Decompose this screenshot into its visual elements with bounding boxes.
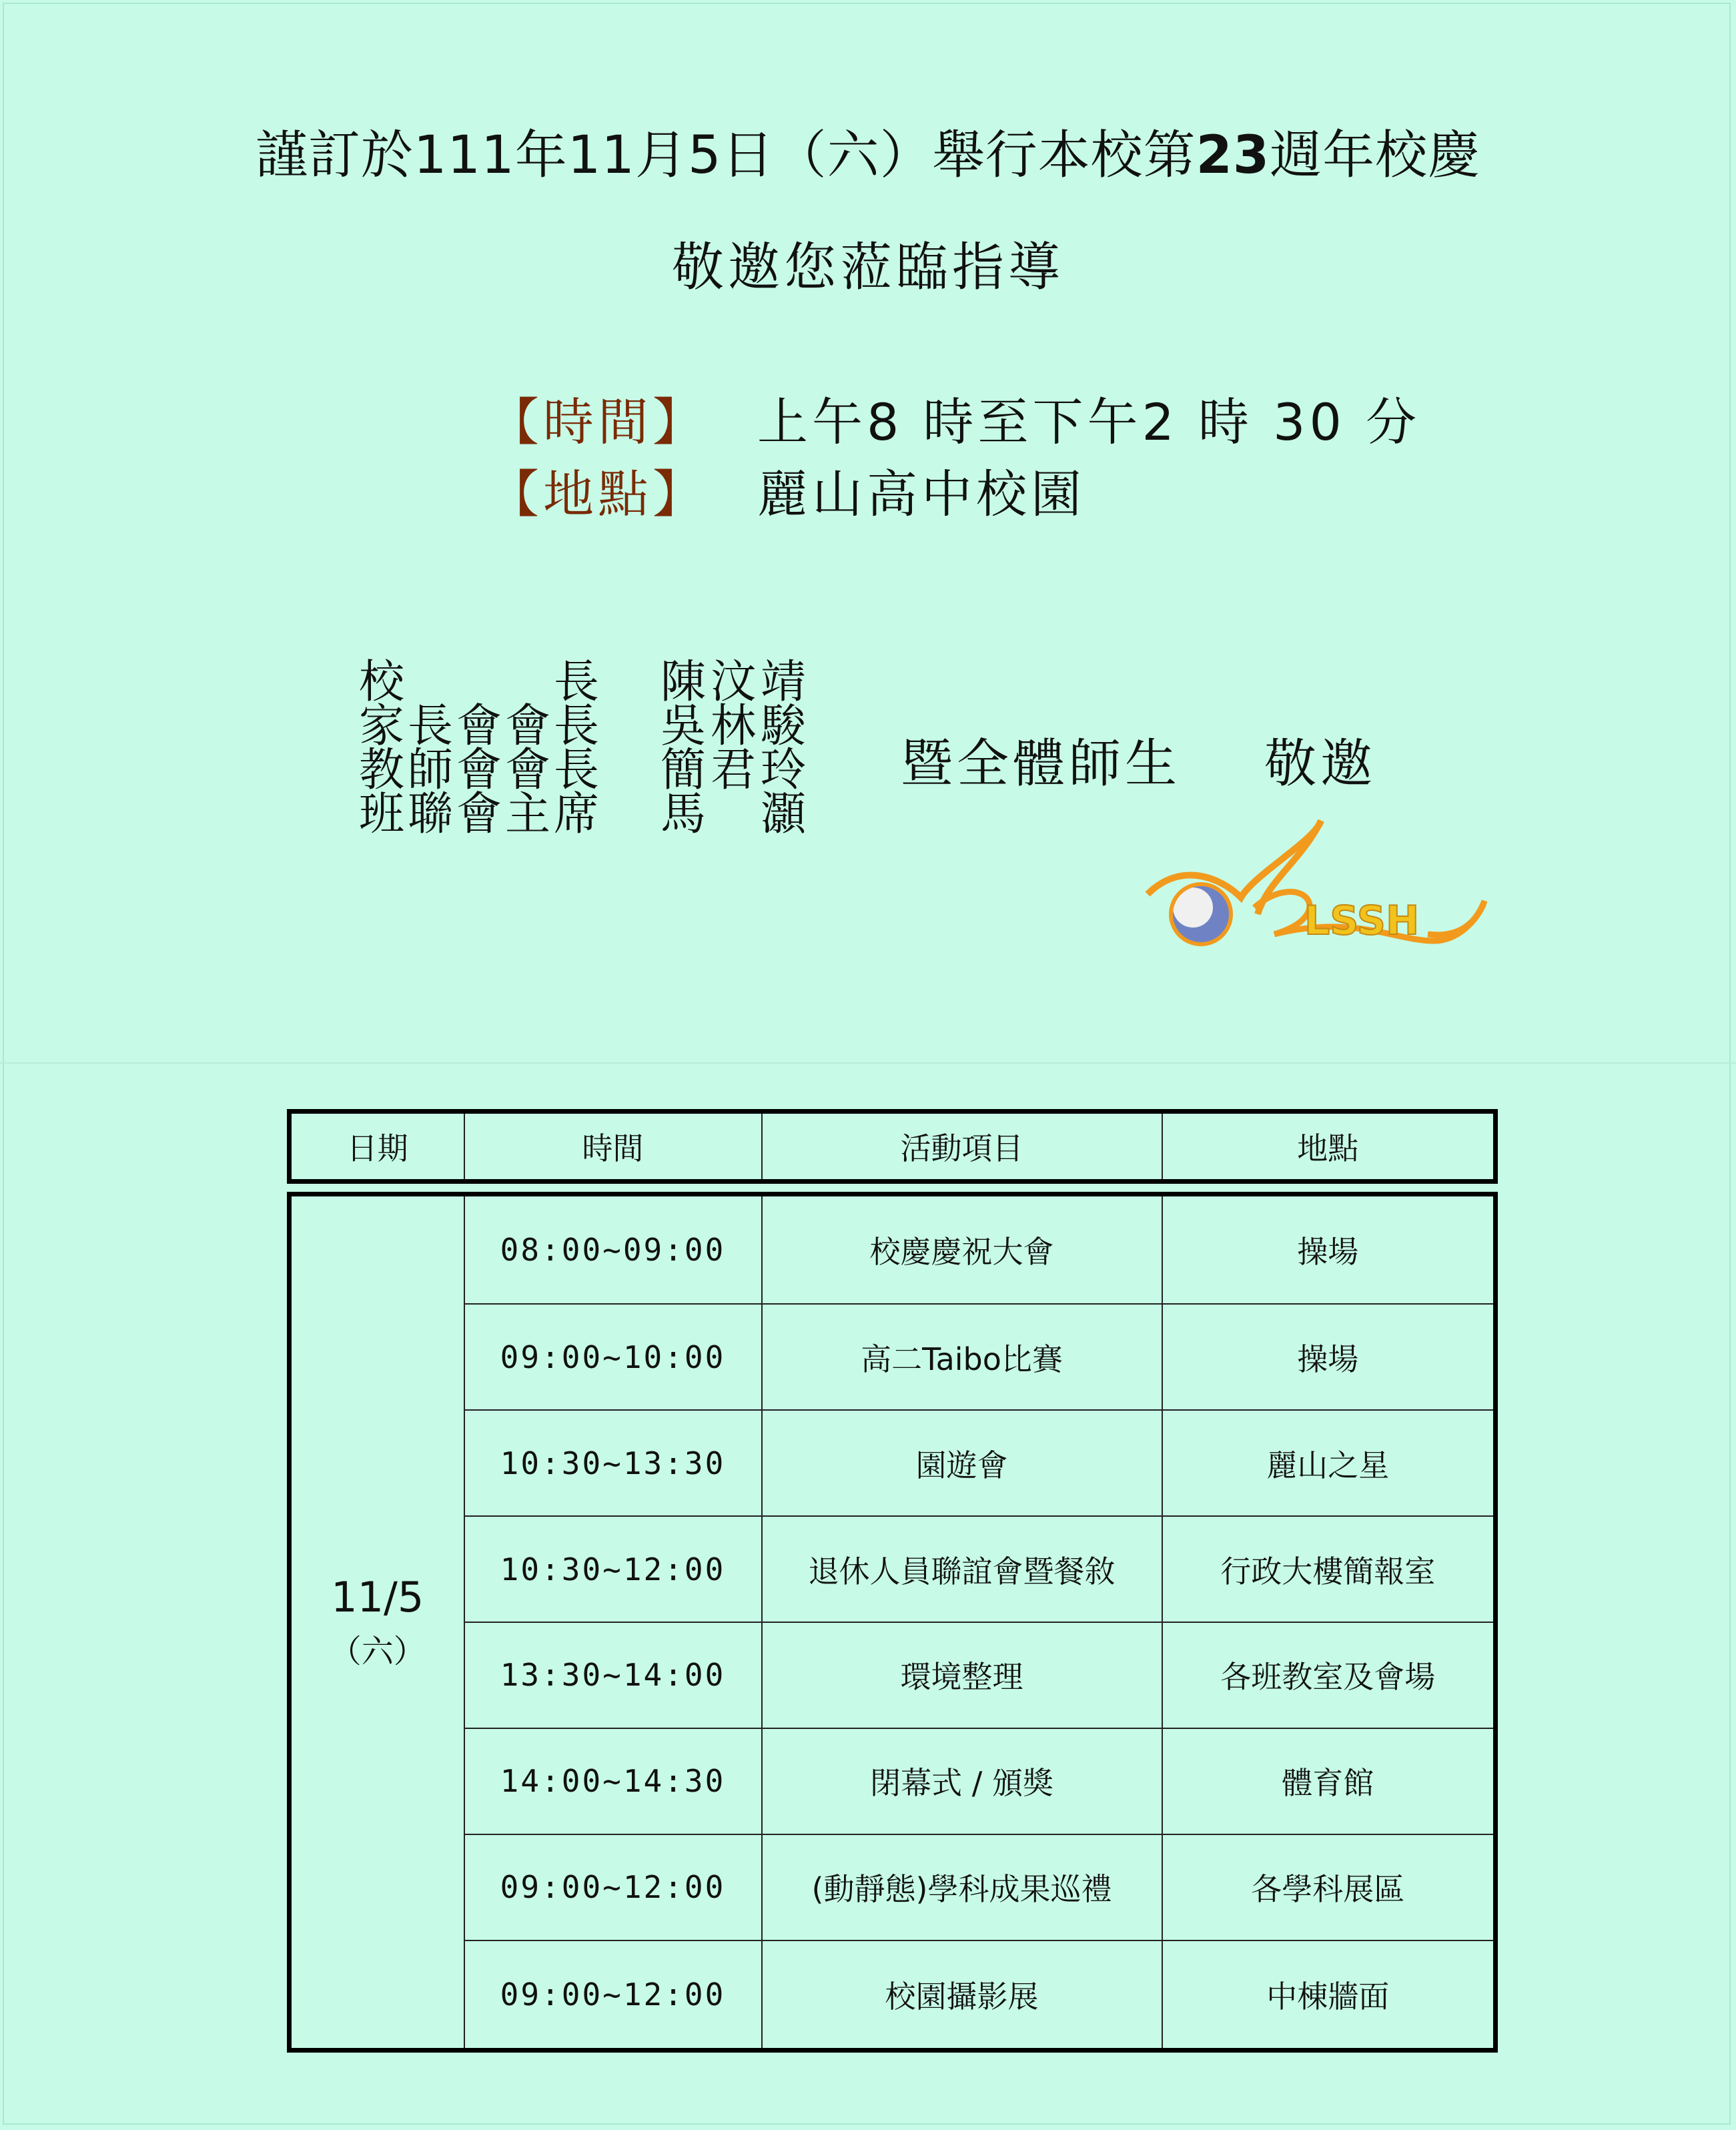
host-name-char: 靖 bbox=[760, 656, 806, 709]
table-row bbox=[290, 1410, 1496, 1516]
host-title-char: 主 bbox=[504, 788, 550, 841]
all-staff-text: 暨全體師生 bbox=[901, 734, 1182, 794]
school-logo bbox=[1141, 814, 1488, 968]
time-cell: 13:30~14:00 bbox=[464, 1622, 762, 1728]
host-title-char: 會 bbox=[456, 744, 502, 797]
activity-cell: 閉幕式 / 頒獎 bbox=[762, 1728, 1162, 1834]
time-label: 【時間】 bbox=[488, 392, 707, 452]
host-title-char: 班 bbox=[359, 788, 405, 841]
host-name-char: 林 bbox=[710, 700, 756, 753]
place-cell: 中棟牆面 bbox=[1162, 1940, 1496, 2051]
schedule-table bbox=[287, 1192, 1498, 2053]
time-cell: 14:00~14:30 bbox=[464, 1728, 762, 1834]
place-cell: 操場 bbox=[1162, 1194, 1496, 1305]
table-row bbox=[290, 1622, 1496, 1728]
host-title-char: 會 bbox=[504, 744, 550, 797]
host-title-char: 聯 bbox=[407, 788, 453, 841]
header-date: 日期 bbox=[290, 1112, 464, 1182]
activity-cell: 校慶慶祝大會 bbox=[762, 1194, 1162, 1305]
time-cell: 10:30~12:00 bbox=[464, 1516, 762, 1622]
host-title-char: 席 bbox=[553, 788, 599, 841]
host-title-char: 校 bbox=[359, 656, 405, 709]
host-title bbox=[359, 744, 599, 797]
host-name bbox=[661, 656, 806, 709]
host-title-char: 長 bbox=[407, 700, 453, 753]
host-name bbox=[661, 788, 806, 841]
table-row bbox=[290, 1304, 1496, 1410]
logo-text: LSSH bbox=[1304, 898, 1420, 944]
host-name-char: 君 bbox=[710, 744, 756, 797]
host-title-char: 長 bbox=[553, 700, 599, 753]
invitation-headline bbox=[0, 113, 1736, 188]
host-name bbox=[661, 744, 806, 797]
host-name-char: 駿 bbox=[760, 700, 806, 753]
host-name-char: 汶 bbox=[710, 656, 756, 709]
headline-post: 週年校慶 bbox=[1270, 125, 1481, 186]
time-cell: 08:00~09:00 bbox=[464, 1194, 762, 1305]
header-place: 地點 bbox=[1162, 1112, 1496, 1182]
table-row bbox=[290, 1940, 1496, 2051]
invite-text: 敬邀 bbox=[1264, 734, 1377, 794]
place-label: 【地點】 bbox=[488, 464, 707, 524]
activity-cell: 退休人員聯誼會暨餐敘 bbox=[762, 1516, 1162, 1622]
host-title-char: 會 bbox=[456, 700, 502, 753]
activity-cell: 環境整理 bbox=[762, 1622, 1162, 1728]
place-cell: 各班教室及會場 bbox=[1162, 1622, 1496, 1728]
host-name-char: 簡 bbox=[661, 744, 707, 797]
host-title bbox=[359, 788, 599, 841]
date-weekday: （六） bbox=[329, 1633, 426, 1670]
table-row bbox=[290, 1194, 1496, 1305]
host-title-char: 會 bbox=[504, 700, 550, 753]
host-title-char: 師 bbox=[407, 744, 453, 797]
schedule-header bbox=[287, 1109, 1498, 1184]
host-name-char: 陳 bbox=[661, 656, 707, 709]
host-title bbox=[359, 700, 599, 753]
host-title-char: 長 bbox=[553, 744, 599, 797]
host-name-char: 馬 bbox=[661, 788, 707, 841]
time-value: 上午8 時至下午2 時 30 分 bbox=[757, 392, 1421, 452]
activity-cell: 高二Taibo比賽 bbox=[762, 1304, 1162, 1410]
host-title-char: 家 bbox=[359, 700, 405, 753]
host-title-char: 長 bbox=[553, 656, 599, 709]
fold-line bbox=[0, 1062, 1736, 1064]
place-cell: 麗山之星 bbox=[1162, 1410, 1496, 1516]
table-row bbox=[290, 1834, 1496, 1940]
place-cell: 行政大樓簡報室 bbox=[1162, 1516, 1496, 1622]
host-name-char: 吳 bbox=[661, 700, 707, 753]
activity-cell: 校園攝影展 bbox=[762, 1940, 1162, 2051]
headline-pre: 謹訂於111年11月5日（六）舉行本校第 bbox=[255, 125, 1196, 186]
host-title bbox=[359, 656, 599, 709]
host-name bbox=[661, 700, 806, 753]
invitation-subline: 敬邀您蒞臨指導 bbox=[671, 238, 1064, 298]
place-value: 麗山高中校園 bbox=[757, 464, 1086, 524]
time-cell: 09:00~12:00 bbox=[464, 1940, 762, 2051]
activity-cell: 園遊會 bbox=[762, 1410, 1162, 1516]
date-main: 11/5 bbox=[331, 1573, 424, 1622]
header-time: 時間 bbox=[464, 1112, 762, 1182]
activity-cell: (動靜態)學科成果巡禮 bbox=[762, 1834, 1162, 1940]
table-row bbox=[290, 1516, 1496, 1622]
header-activity: 活動項目 bbox=[762, 1112, 1162, 1182]
time-cell: 09:00~12:00 bbox=[464, 1834, 762, 1940]
time-cell: 10:30~13:30 bbox=[464, 1410, 762, 1516]
host-title-char: 教 bbox=[359, 744, 405, 797]
host-name-char: 玲 bbox=[760, 744, 806, 797]
host-name-char: 灝 bbox=[760, 788, 806, 841]
table-row bbox=[290, 1728, 1496, 1834]
time-cell: 09:00~10:00 bbox=[464, 1304, 762, 1410]
anniversary-number: 23 bbox=[1196, 125, 1270, 186]
place-cell: 操場 bbox=[1162, 1304, 1496, 1410]
place-cell: 各學科展區 bbox=[1162, 1834, 1496, 1940]
host-title-char: 會 bbox=[456, 788, 502, 841]
place-cell: 體育館 bbox=[1162, 1728, 1496, 1834]
date-cell bbox=[290, 1194, 464, 2051]
